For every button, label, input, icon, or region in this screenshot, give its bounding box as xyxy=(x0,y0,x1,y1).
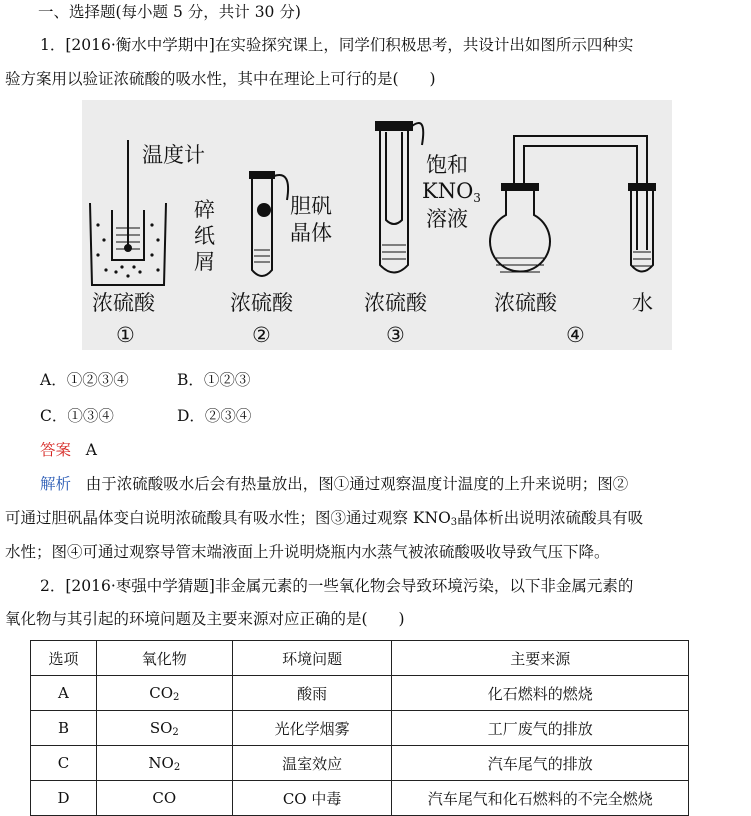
table-cell-option: D xyxy=(31,781,97,816)
analysis-text-1: 由于浓硫酸吸水后会有热量放出，图①通过观察温度计温度的上升来说明；图② xyxy=(85,475,629,493)
table-cell-option: C xyxy=(31,746,97,781)
table-header-row xyxy=(31,641,689,676)
table-cell-oxide: CO xyxy=(96,781,232,816)
label-paper-3: 屑 xyxy=(194,250,215,274)
table-header: 主要来源 xyxy=(392,641,689,676)
table-cell-option: A xyxy=(31,676,97,711)
label-kno3-1: 饱和 xyxy=(426,153,468,177)
question-2-line-2: 氧化物与其引起的环境问题及主要来源对应正确的是( ) xyxy=(5,610,405,628)
question-2-line-1: 2．[2016·枣强中学猜题]非金属元素的一些氧化物会导致环境污染，以下非金属元素的 xyxy=(40,577,634,595)
label-bluevitriol-2: 晶体 xyxy=(290,221,332,245)
analysis-text-2a: 可通过胆矾晶体变白说明浓硫酸具有吸水性；图③通过观察 KNO xyxy=(5,509,451,527)
label-acid-2: 浓硫酸 xyxy=(230,291,293,315)
question-1-line-1: 1．[2016·衡水中学期中]在实验探究课上，同学们积极思考，共设计出如图所示四种实 xyxy=(40,36,634,54)
table-cell-source: 汽车尾气和化石燃料的不完全燃烧 xyxy=(392,781,689,816)
table-cell-issue: 温室效应 xyxy=(232,746,392,781)
figure-num-1: ① xyxy=(116,323,135,347)
option-d: D．②③④ xyxy=(177,407,252,425)
table-cell-oxide: $SO_2$ xyxy=(96,711,232,746)
table-cell-issue: 酸雨 xyxy=(232,676,392,711)
table-cell-oxide: $CO_2$ xyxy=(96,676,232,711)
table-header: 环境问题 xyxy=(232,641,392,676)
label-acid-1: 浓硫酸 xyxy=(92,291,155,315)
answer-value: A xyxy=(85,441,97,459)
table-cell-issue: 光化学烟雾 xyxy=(232,711,392,746)
answer-line xyxy=(40,440,97,460)
table-row xyxy=(31,711,689,746)
label-kno3-3: 溶液 xyxy=(426,207,468,231)
table-row xyxy=(31,746,689,781)
analysis-text-2b: 晶体析出说明浓硫酸具有吸 xyxy=(457,509,644,527)
table-cell-issue: CO 中毒 xyxy=(232,781,392,816)
analysis-line-2 xyxy=(5,508,643,533)
answer-table xyxy=(30,640,689,816)
question-1-line-2: 验方案用以验证浓硫酸的吸水性，其中在理论上可行的是( ) xyxy=(5,70,436,88)
label-water: 水 xyxy=(632,291,653,315)
label-paper-1: 碎 xyxy=(194,198,215,222)
table-cell-source: 化石燃料的燃烧 xyxy=(392,676,689,711)
experiment-figure xyxy=(82,100,672,350)
answer-label: 答案 xyxy=(40,441,72,459)
table-row xyxy=(31,676,689,711)
section-title: 一、选择题(每小题 5 分，共计 30 分) xyxy=(38,3,301,21)
table-row xyxy=(31,781,689,816)
analysis-label: 解析 xyxy=(40,475,72,493)
analysis-line-3: 水性；图④可通过观察导管末端液面上升说明烧瓶内水蒸气被浓硫酸吸收导致气压下降。 xyxy=(5,543,610,561)
table-cell-source: 工厂废气的排放 xyxy=(392,711,689,746)
table-cell-source: 汽车尾气的排放 xyxy=(392,746,689,781)
table-header: 氧化物 xyxy=(96,641,232,676)
table-cell-option: B xyxy=(31,711,97,746)
label-kno3-2: KNO3 xyxy=(422,179,481,205)
label-acid-4: 浓硫酸 xyxy=(494,291,557,315)
label-thermometer: 温度计 xyxy=(142,143,205,167)
option-a: A．①②③④ xyxy=(40,371,129,389)
label-acid-3: 浓硫酸 xyxy=(364,291,427,315)
table-cell-oxide: $NO_2$ xyxy=(96,746,232,781)
label-bluevitriol-1: 胆矾 xyxy=(290,194,332,218)
option-c: C．①③④ xyxy=(40,407,114,425)
analysis-line-1 xyxy=(40,474,628,494)
analysis-text-2-sub: 3 xyxy=(450,517,458,528)
option-b: B．①②③ xyxy=(177,371,251,389)
table-header: 选项 xyxy=(31,641,97,676)
figure-num-3: ③ xyxy=(386,323,405,347)
figure-num-2: ② xyxy=(252,323,271,347)
figure-num-4: ④ xyxy=(566,323,585,347)
label-paper-2: 纸 xyxy=(194,224,215,248)
